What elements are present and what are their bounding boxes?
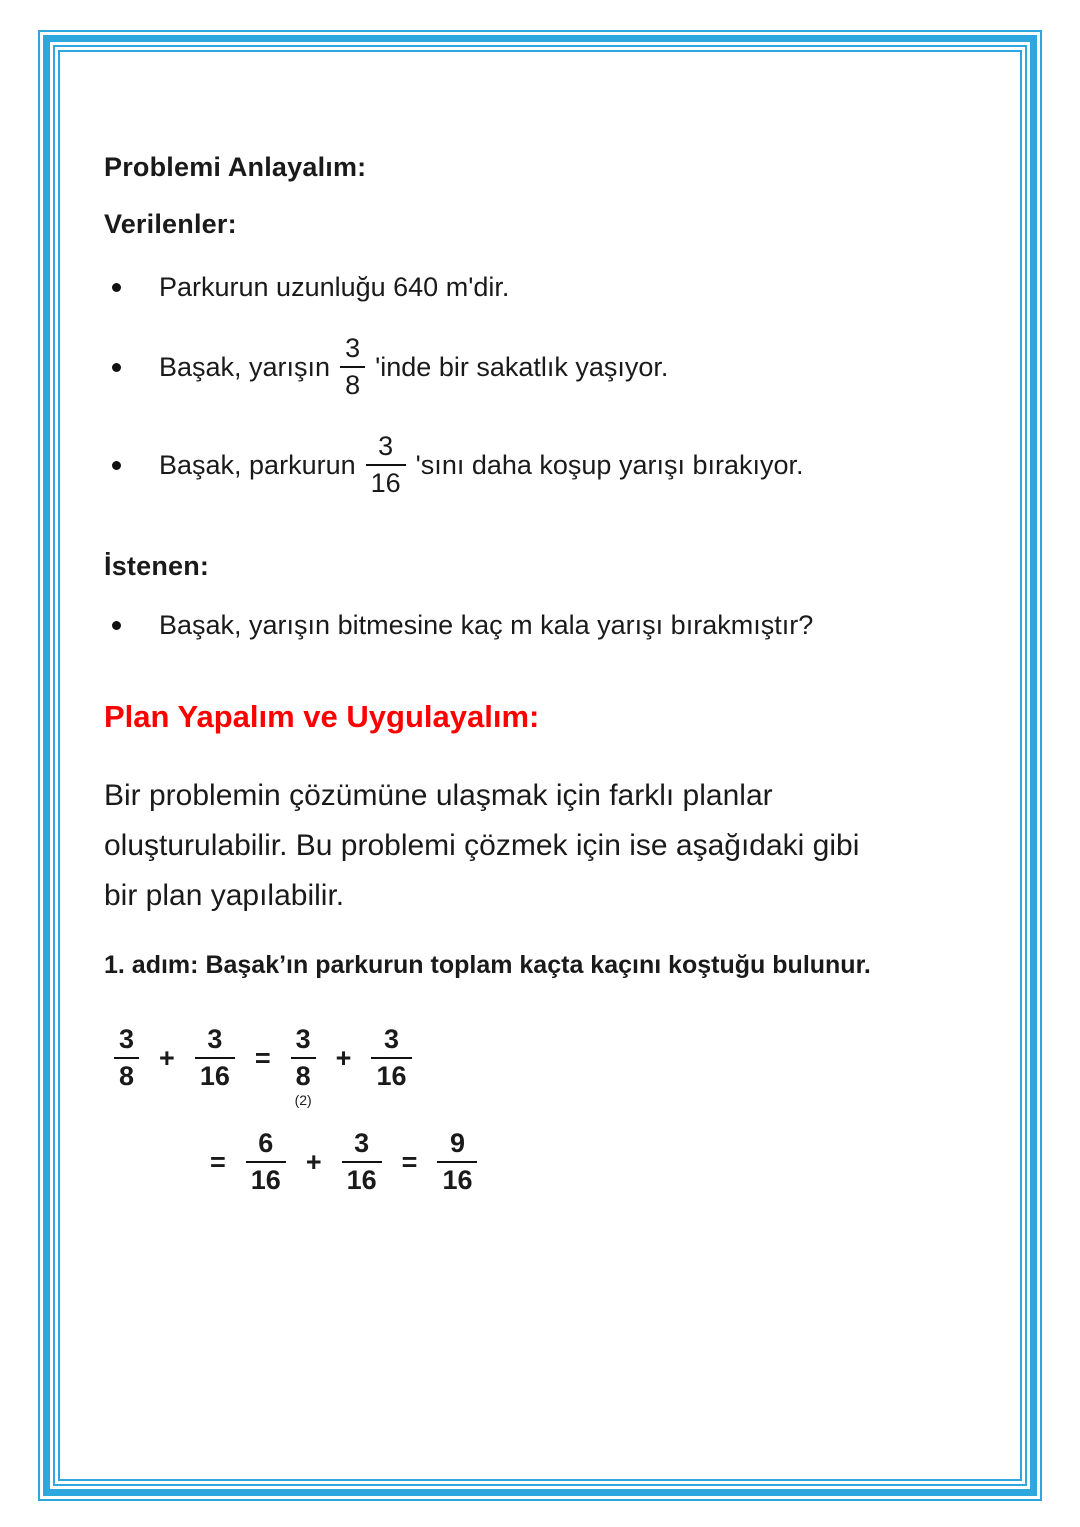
fraction-9-16 bbox=[437, 1128, 477, 1196]
fraction-denominator: 16 bbox=[246, 1161, 286, 1196]
fraction-3-16 bbox=[371, 1024, 411, 1092]
fraction-denominator: 16 bbox=[342, 1161, 382, 1196]
fraction-denominator: 16 bbox=[437, 1161, 477, 1196]
plus-operator: + bbox=[335, 1042, 352, 1073]
step1-line bbox=[104, 951, 974, 980]
fraction-3-8-expanded bbox=[291, 1024, 316, 1109]
given-text-post: 'sını daha koşup yarışı bırakıyor. bbox=[415, 449, 804, 480]
fraction-numerator: 3 bbox=[119, 1024, 135, 1055]
plan-paragraph bbox=[104, 771, 974, 921]
fraction-numerator: 6 bbox=[258, 1128, 274, 1159]
equals-operator: = bbox=[254, 1042, 271, 1073]
wanted-item bbox=[104, 610, 974, 641]
math-work bbox=[104, 1024, 974, 1196]
fraction-numerator: 3 bbox=[383, 1024, 399, 1055]
expansion-note: (2) bbox=[294, 1092, 312, 1109]
given-item-track-length bbox=[104, 272, 974, 303]
fraction-3-8 bbox=[114, 1024, 139, 1092]
step1-label: 1. adım: bbox=[104, 951, 199, 980]
given-text: Parkurun uzunluğu 640 m'dir. bbox=[159, 272, 510, 302]
given-item-injury-fraction bbox=[104, 333, 974, 401]
fraction-3-16 bbox=[342, 1128, 382, 1196]
equals-operator: = bbox=[210, 1146, 226, 1177]
bullet-icon bbox=[112, 283, 121, 292]
fraction-denominator: 16 bbox=[366, 464, 406, 499]
page-border-innermost-line bbox=[58, 50, 1022, 1481]
fraction-6-16 bbox=[246, 1128, 286, 1196]
page-border-frame bbox=[38, 30, 1042, 1501]
plan-heading: Plan Yapalım ve Uygulayalım: bbox=[104, 699, 540, 735]
fraction-numerator: 3 bbox=[207, 1024, 223, 1055]
math-line-1 bbox=[104, 1024, 974, 1109]
given-item-quit-fraction bbox=[104, 431, 974, 499]
given-text-pre: Başak, parkurun bbox=[159, 449, 356, 480]
fraction-numerator: 9 bbox=[449, 1128, 465, 1159]
fraction-numerator: 3 bbox=[354, 1128, 370, 1159]
fraction-denominator: 8 bbox=[340, 366, 365, 401]
fraction-denominator: 16 bbox=[195, 1057, 235, 1092]
understand-problem-heading: Problemi Anlayalım: bbox=[104, 152, 367, 182]
plan-paragraph-line: oluşturulabilir. Bu problemi çözmek için ise aşağıdaki gibi bbox=[104, 829, 860, 863]
plus-operator: + bbox=[159, 1042, 175, 1073]
fraction-3-16 bbox=[195, 1024, 235, 1092]
step1-text: Başak’ın parkurun toplam kaçta kaçını koştuğu bulunur. bbox=[205, 951, 871, 980]
fraction-denominator: 8 bbox=[291, 1057, 316, 1092]
plus-operator: + bbox=[305, 1146, 322, 1177]
wanted-text: Başak, yarışın bitmesine kaç m kala yarışı bırakmıştır? bbox=[159, 610, 814, 641]
fraction-denominator: 16 bbox=[371, 1057, 411, 1092]
givens-heading: Verilenler: bbox=[104, 209, 237, 239]
plan-paragraph-line: Bir problemin çözümüne ulaşmak için farklı planlar bbox=[104, 779, 773, 813]
math-line-2 bbox=[200, 1128, 974, 1196]
bullet-icon bbox=[112, 461, 121, 470]
fraction-numerator: 3 bbox=[378, 431, 394, 462]
fraction-denominator: 8 bbox=[114, 1057, 139, 1092]
bullet-icon bbox=[112, 363, 121, 372]
equals-operator: = bbox=[401, 1146, 418, 1177]
document-content bbox=[60, 52, 1020, 1479]
page-border-thick-line bbox=[43, 35, 1037, 1496]
wanted-heading: İstenen: bbox=[104, 551, 210, 582]
given-text-post: 'inde bir sakatlık yaşıyor. bbox=[375, 351, 669, 382]
plan-paragraph-line: bir plan yapılabilir. bbox=[104, 879, 345, 913]
fraction-3-16 bbox=[366, 431, 406, 499]
page-border-inner-line bbox=[53, 45, 1027, 1486]
fraction-3-8 bbox=[340, 333, 365, 401]
bullet-icon bbox=[112, 621, 121, 630]
given-text-pre: Başak, yarışın bbox=[159, 351, 331, 382]
fraction-numerator: 3 bbox=[345, 333, 361, 363]
fraction-numerator: 3 bbox=[295, 1024, 311, 1055]
